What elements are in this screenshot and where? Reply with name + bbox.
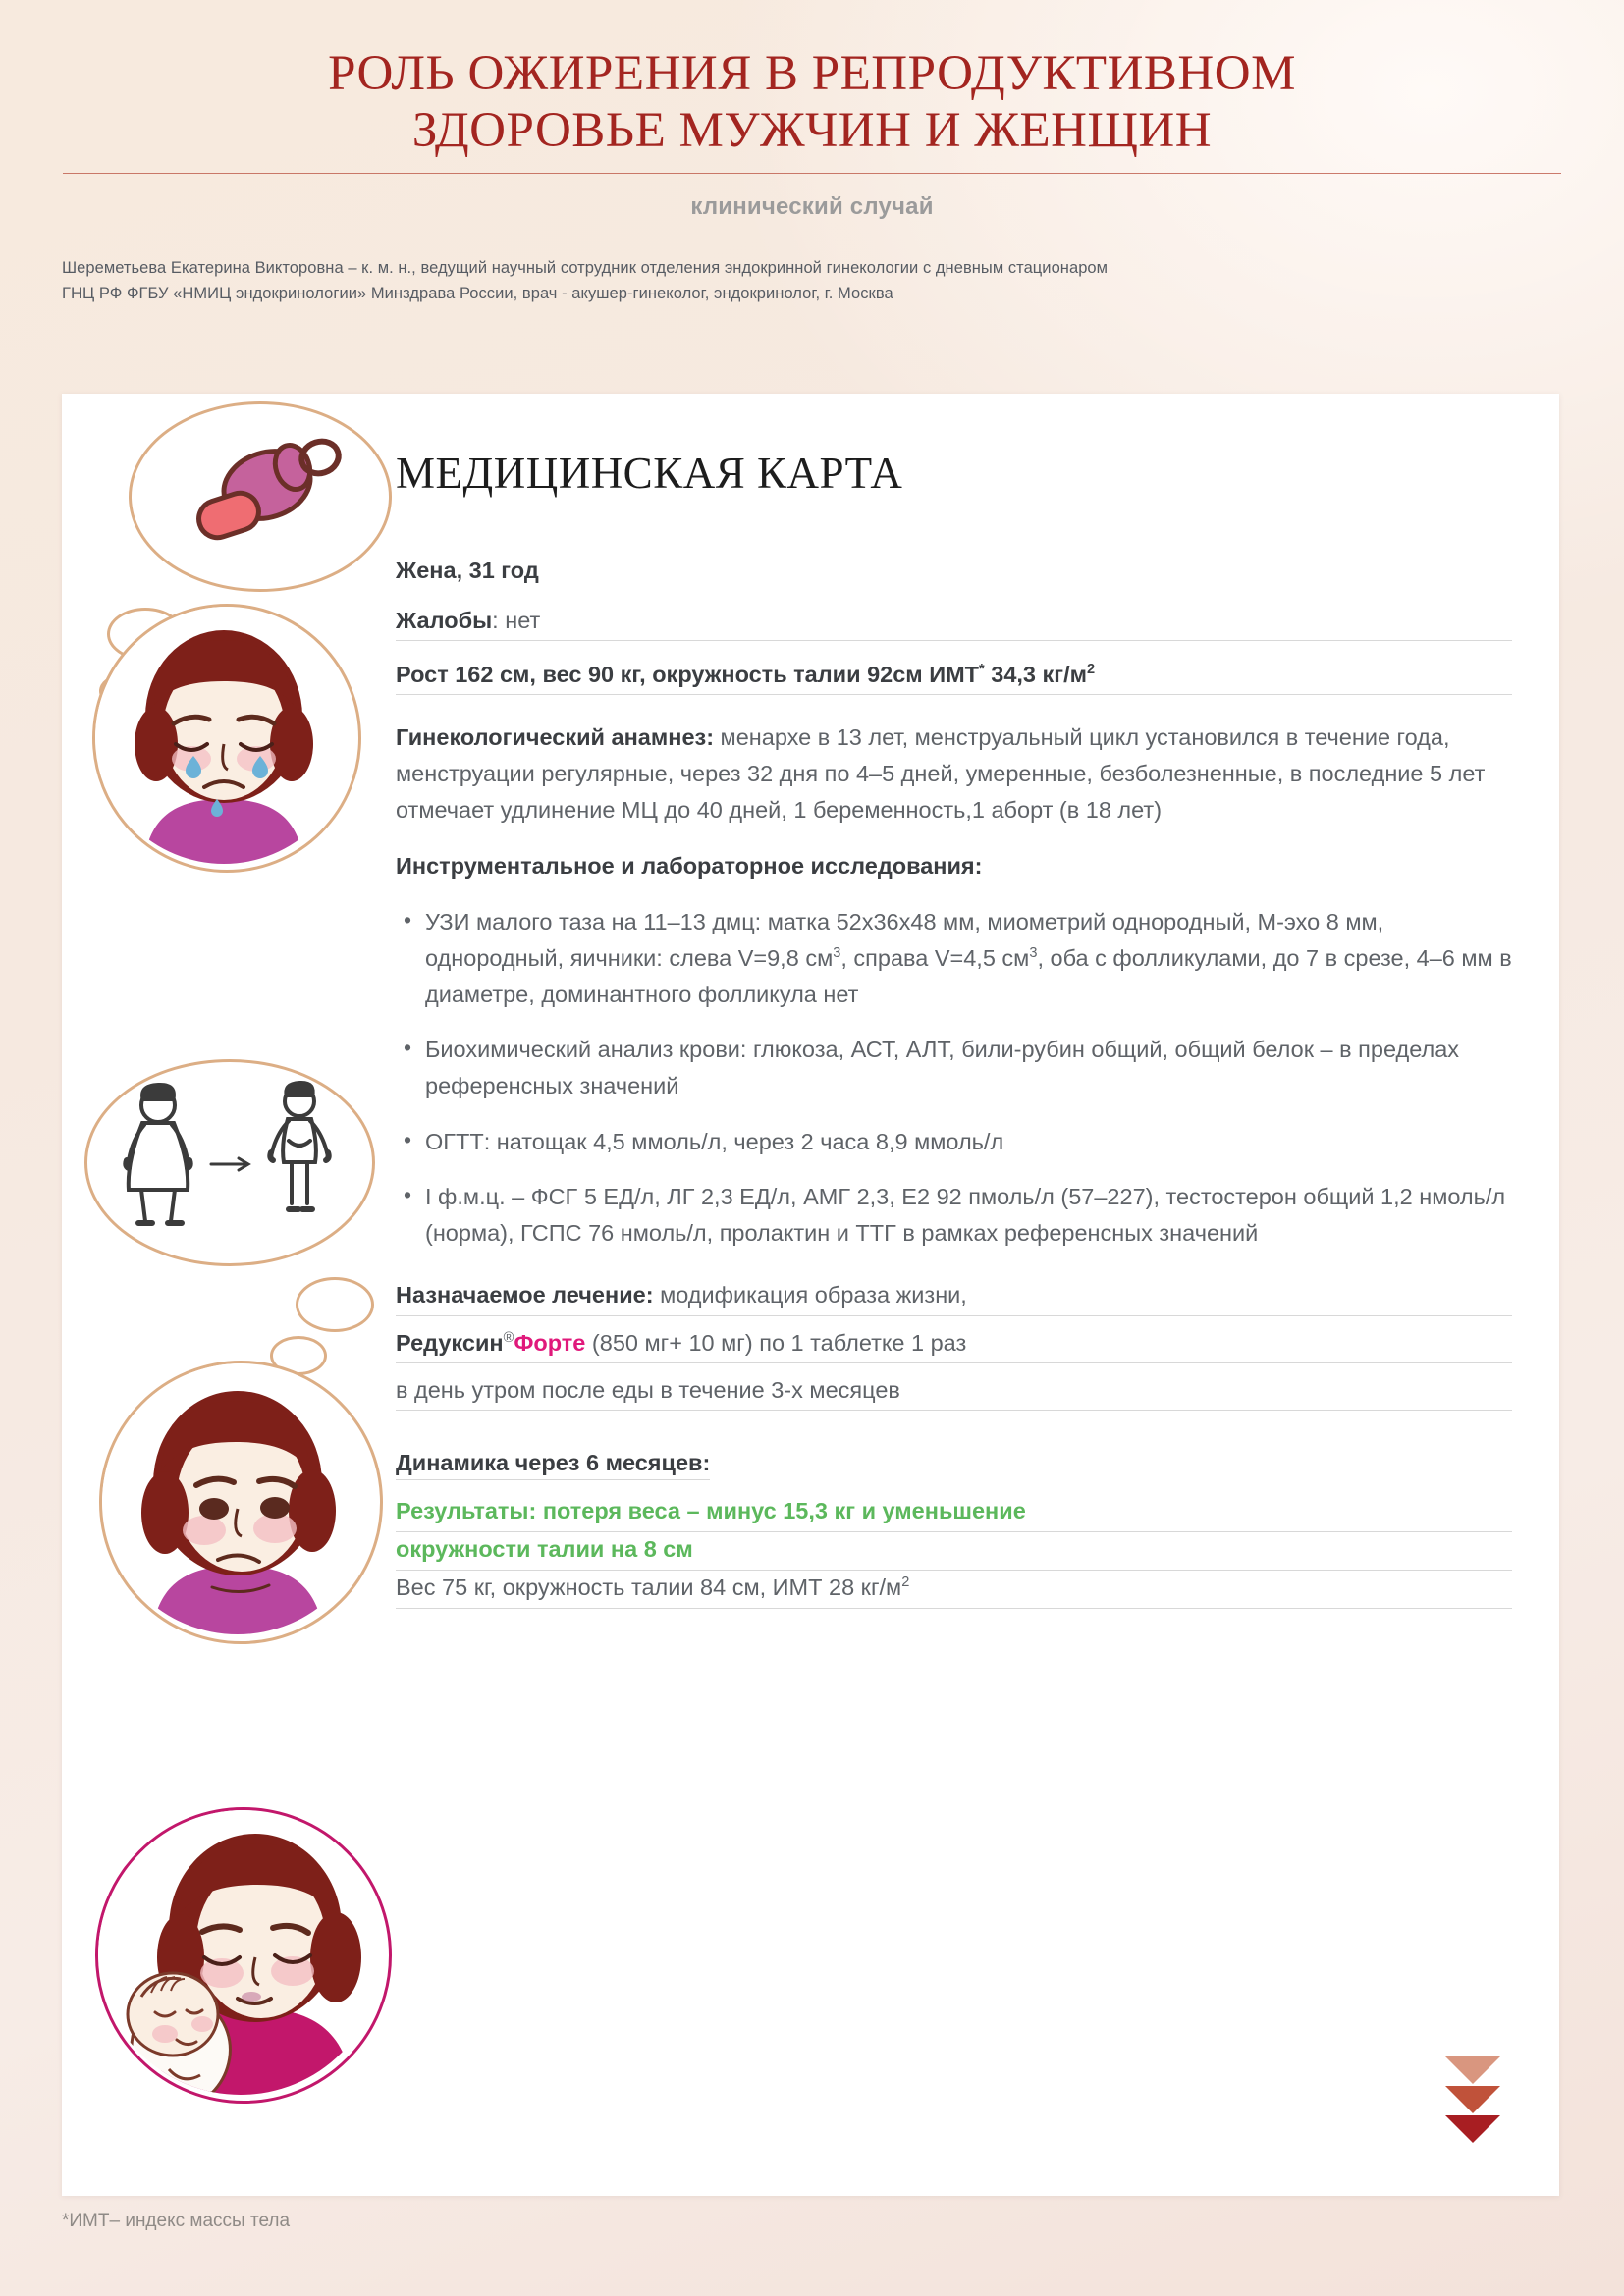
treatment-label: Назначаемое лечение: bbox=[396, 1282, 654, 1308]
avatar-crying-woman bbox=[92, 604, 361, 873]
drug-brand-forte: Форте bbox=[514, 1329, 586, 1356]
treatment-row-2 bbox=[396, 1326, 1512, 1363]
registered-trademark-icon: ® bbox=[503, 1329, 514, 1346]
crying-woman-illustration bbox=[95, 607, 352, 864]
treatment-block bbox=[396, 1278, 1512, 1410]
arrow-down-medium-icon bbox=[1445, 2086, 1500, 2113]
drug-name: Редуксин bbox=[396, 1329, 504, 1356]
bullet-text: I ф.м.ц. – ФСГ 5 ЕД/л, ЛГ 2,3 ЕД/л, АМГ 2,3, Е2 92 пмоль/л (57–227), тестостерон общий 1,2 нмоль/л (норма), ГСПС 76 нмоль/л, пролактин и ТТГ в рамках референсных значений bbox=[425, 1184, 1506, 1246]
page-footnote: *ИМТ– индекс массы тела bbox=[62, 2211, 291, 2231]
trend-arrows bbox=[1445, 2056, 1524, 2145]
list-item bbox=[396, 904, 1512, 1012]
thought-bubble-dot-large-2 bbox=[296, 1277, 374, 1332]
patient-summary: Жена, 31 год bbox=[396, 558, 539, 583]
page-subtitle: клинический случай bbox=[690, 193, 934, 221]
investigations-list bbox=[396, 904, 1512, 1251]
anthropometry-text: Рост 162 см, вес 90 кг, окружность талии 92см ИМТ bbox=[396, 662, 980, 688]
avatar-pensive-woman bbox=[99, 1361, 383, 1644]
medical-card bbox=[62, 394, 1559, 2196]
bullet-text: ОГТТ: натощак 4,5 ммоль/л, через 2 часа 8,9 ммоль/л bbox=[425, 1128, 1004, 1154]
illustration-column bbox=[62, 394, 396, 2196]
card-content bbox=[396, 394, 1559, 2196]
bullet-text-c: , оба с фолликулами, до 7 в срезе, 4–6 мм в диаметре, доминантного фолликула нет bbox=[425, 944, 1512, 1007]
results-line-1: Результаты: потеря веса – минус 15,3 кг и уменьшение bbox=[396, 1494, 1512, 1532]
pacifier-icon bbox=[132, 404, 383, 585]
anthropometry-row bbox=[396, 658, 1512, 695]
bullet-sup-b: 3 bbox=[1029, 945, 1038, 962]
complaints-label: Жалобы bbox=[396, 608, 493, 634]
avatar-mother-with-baby bbox=[95, 1807, 392, 2104]
gyn-history-text: менархе в 13 лет, менструальный цикл установился в течение года, менструации регулярные, через 32 дня по 4–5 дней, умеренные, безболезненные, в последние 5 лет отмечает удлинение МЦ до 40 дней, 1 беременность,1 аборт (в 18 лет) bbox=[396, 724, 1486, 823]
pensive-woman-illustration bbox=[102, 1363, 374, 1635]
page-title-line-1: РОЛЬ ОЖИРЕНИЯ В РЕПРОДУКТИВНОМ bbox=[328, 46, 1296, 101]
bmi-value: 34,3 кг/м bbox=[984, 662, 1087, 688]
bmi-footnote-marker: * bbox=[979, 662, 985, 678]
thought-bubble-weight-loss bbox=[84, 1059, 375, 1266]
complaints-value: : нет bbox=[492, 608, 541, 634]
investigations-label: Инструментальное и лабораторное исследования: bbox=[396, 853, 983, 880]
thought-bubble-pacifier bbox=[129, 401, 392, 592]
page-header bbox=[0, 0, 1624, 306]
arrow-down-dark-icon bbox=[1445, 2115, 1500, 2143]
bullet-sup-a: 3 bbox=[833, 945, 841, 962]
list-item bbox=[396, 1032, 1512, 1103]
treatment-row-1 bbox=[396, 1278, 1512, 1315]
treatment-text-1: модификация образа жизни, bbox=[653, 1282, 967, 1308]
authors-line-2: ГНЦ РФ ФГБУ «НМИЦ эндокринологии» Минздрава России, врач - акушер-гинеколог, эндокринолог, г. Москва bbox=[62, 284, 893, 302]
weight-loss-before-after-icon bbox=[87, 1062, 366, 1258]
final-measurements bbox=[396, 1571, 1512, 1609]
bmi-unit-exponent: 2 bbox=[1086, 662, 1096, 678]
title-divider bbox=[63, 173, 1561, 174]
final-bmi-exponent: 2 bbox=[901, 1574, 910, 1590]
results-line-2: окружности талии на 8 см bbox=[396, 1532, 1512, 1571]
list-item bbox=[396, 1124, 1512, 1160]
complaints-row bbox=[396, 604, 1512, 641]
final-measurements-text: Вес 75 кг, окружность талии 84 см, ИМТ 28 кг/м bbox=[396, 1574, 902, 1600]
dynamics-label: Динамика через 6 месяцев: bbox=[396, 1450, 710, 1480]
authors-affiliation bbox=[62, 256, 1564, 306]
list-item bbox=[396, 1179, 1512, 1251]
treatment-text-2: (850 мг+ 10 мг) по 1 таблетке 1 раз bbox=[585, 1329, 967, 1356]
page-title bbox=[69, 45, 1555, 159]
mother-baby-illustration bbox=[98, 1810, 383, 2095]
gyn-history-row bbox=[396, 720, 1512, 828]
card-heading: МЕДИЦИНСКАЯ КАРТА bbox=[396, 449, 903, 498]
bullet-text-b: , справа V=4,5 см bbox=[840, 944, 1030, 971]
bullet-text: Биохимический анализ крови: глюкоза, АСТ, АЛТ, били-рубин общий, общий белок – в пределах референсных значений bbox=[425, 1037, 1460, 1098]
authors-line-1: Шереметьева Екатерина Викторовна – к. м. н., ведущий научный сотрудник отделения эндокринной гинекологии с дневным стационаром bbox=[62, 259, 1109, 278]
arrow-down-light-icon bbox=[1445, 2056, 1500, 2084]
treatment-row-3: в день утром после еды в течение 3-х месяцев bbox=[396, 1373, 1512, 1411]
gyn-history-label: Гинекологический анамнез: bbox=[396, 724, 715, 751]
bullet-text-a: УЗИ малого таза на 11–13 дмц: матка 52х36х48 мм, миометрий однородный, М-эхо 8 мм, однородный, яичники: слева V=9,8 см bbox=[425, 909, 1384, 971]
page-title-line-2: ЗДОРОВЬЕ МУЖЧИН И ЖЕНЩИН bbox=[411, 103, 1213, 159]
